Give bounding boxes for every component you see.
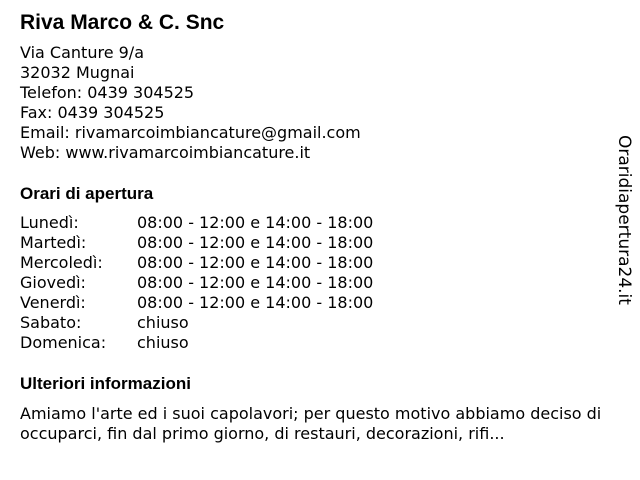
hours-row-friday <box>20 293 440 313</box>
address-street: Via Canture 9/a <box>20 43 144 62</box>
site-watermark: Oraridiapertura24.it <box>614 135 634 305</box>
more-info-heading: Ulteriori informazioni <box>20 374 191 393</box>
day-label: Martedì: <box>20 233 87 252</box>
opening-hours-heading: Orari di apertura <box>20 184 154 203</box>
hours-row-saturday <box>20 313 440 333</box>
time-value: 08:00 - 12:00 e 14:00 - 18:00 <box>137 253 374 272</box>
time-value: chiuso <box>137 333 189 352</box>
day-label: Venerdì: <box>20 293 86 312</box>
hours-row-tuesday <box>20 233 440 253</box>
day-label: Lunedì: <box>20 213 79 232</box>
more-info-text: Amiamo l'arte ed i suoi capolavori; per questo motivo abbiamo deciso di occuparci, fin dal primo giorno, di restauri, decorazioni, rifi... <box>20 404 602 443</box>
day-label: Domenica: <box>20 333 107 352</box>
time-value: 08:00 - 12:00 e 14:00 - 18:00 <box>137 273 374 292</box>
business-name: Riva Marco & C. Snc <box>20 11 225 34</box>
opening-hours-table <box>20 213 440 353</box>
contact-block <box>20 43 361 163</box>
hours-row-monday <box>20 213 440 233</box>
hours-row-sunday <box>20 333 440 353</box>
day-label: Sabato: <box>20 313 82 332</box>
day-label: Giovedì: <box>20 273 86 292</box>
time-value: 08:00 - 12:00 e 14:00 - 18:00 <box>137 233 374 252</box>
time-value: 08:00 - 12:00 e 14:00 - 18:00 <box>137 293 374 312</box>
email-address: Email: rivamarcoimbiancature@gmail.com <box>20 123 361 142</box>
address-city: 32032 Mugnai <box>20 63 135 82</box>
time-value: chiuso <box>137 313 189 332</box>
hours-row-wednesday <box>20 253 440 273</box>
time-value: 08:00 - 12:00 e 14:00 - 18:00 <box>137 213 374 232</box>
hours-row-thursday <box>20 273 440 293</box>
day-label: Mercoledì: <box>20 253 103 272</box>
fax-number: Fax: 0439 304525 <box>20 103 165 122</box>
website-address: Web: www.rivamarcoimbiancature.it <box>20 143 311 162</box>
phone-number: Telefon: 0439 304525 <box>20 83 195 102</box>
